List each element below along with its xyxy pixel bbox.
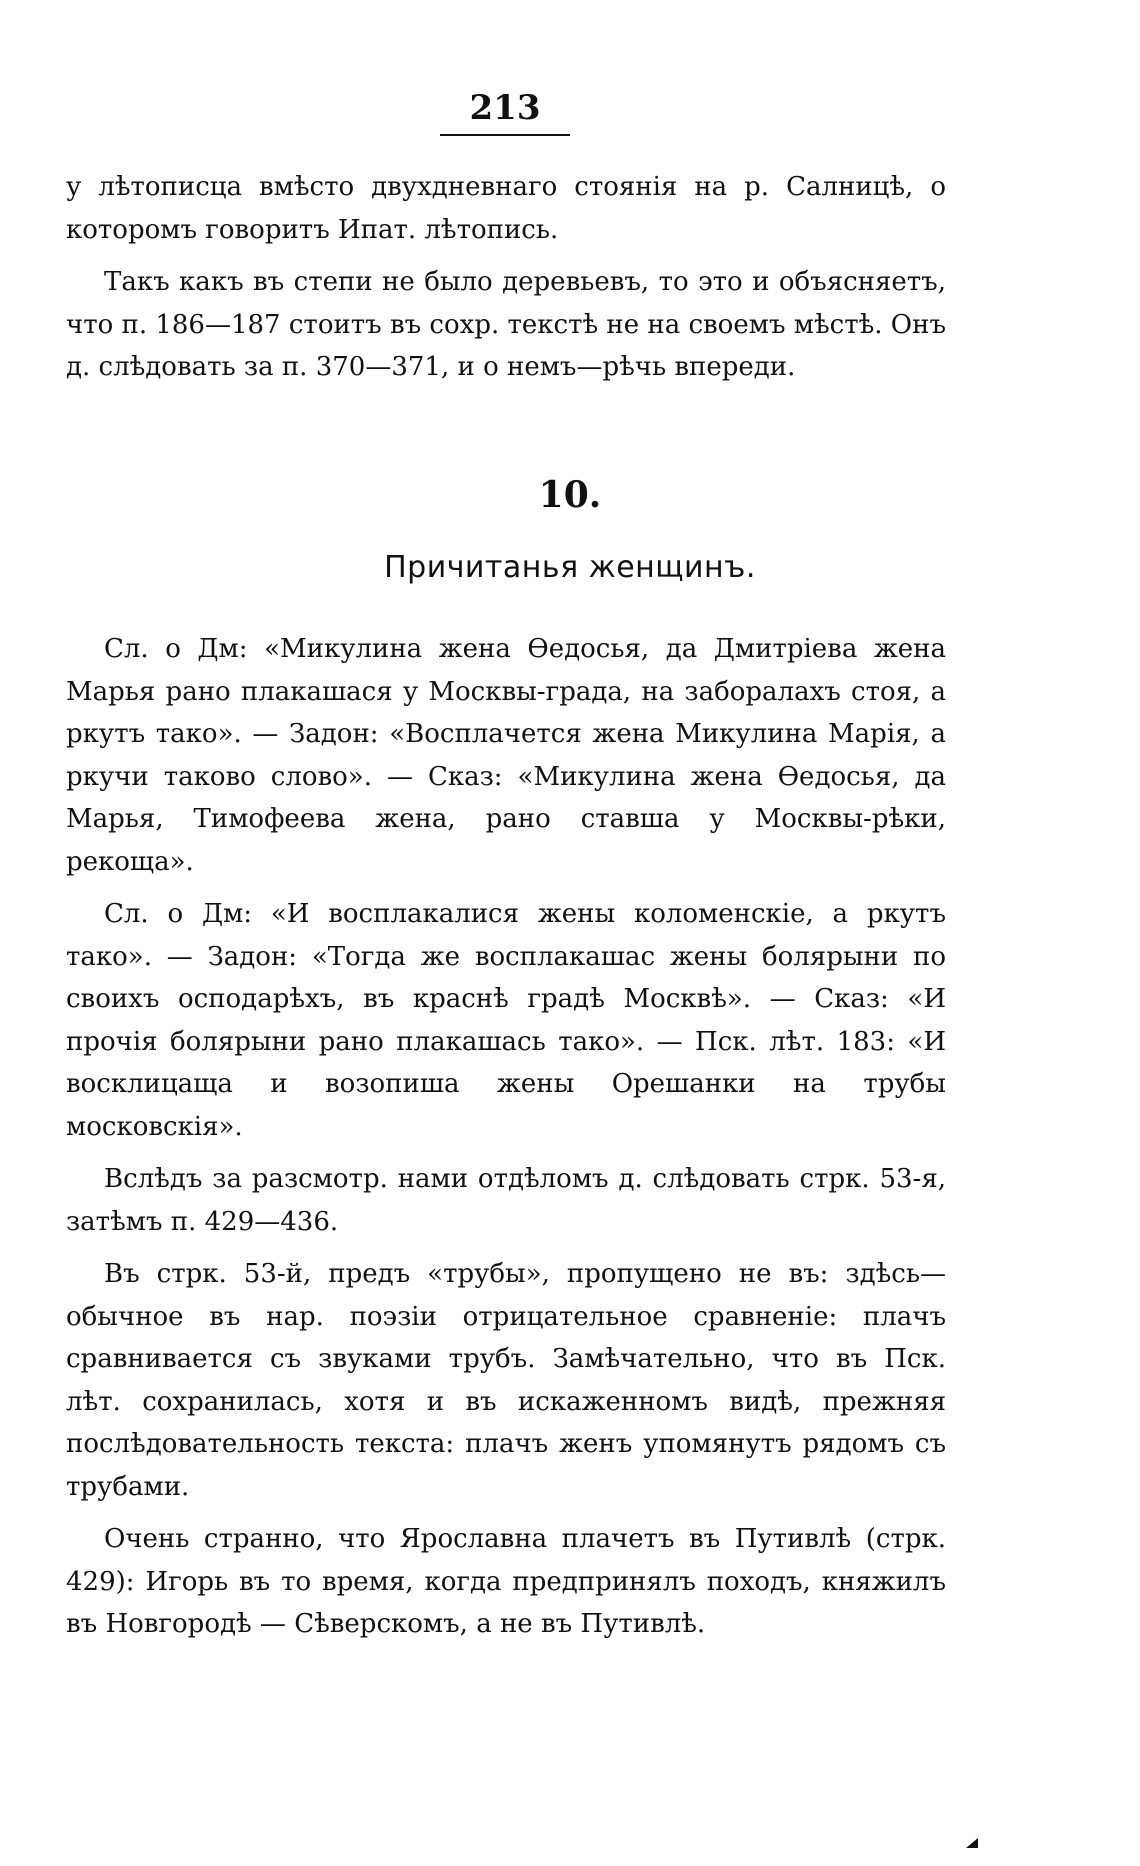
page-number: 213 <box>440 88 570 136</box>
paragraph: Сл. о Дм: «И восплакалися жены коломенскіе, а ркутъ тако». — Задон: «Тогда же восплакашас жены болярыни по своихъ осподарѣхъ, въ краснѣ градѣ Москвѣ». — Сказ: «И прочія болярыни рано плакашась тако». — Пск. лѣт. 183: «И восклицаща и возопиша жены Орешанки на трубы московскія». <box>66 899 946 1142</box>
paragraph: Очень странно, что Ярославна плачетъ въ Путивлѣ (стрк. 429): Игорь въ то время, когда предпринялъ походъ, княжилъ въ Новгородѣ — Сѣверскомъ, а не въ Путивлѣ. <box>66 1524 946 1639</box>
paragraph: у лѣтописца вмѣсто двухдневнаго стоянія на р. Салницѣ, о которомъ говоритъ Ипат. лѣтопись. <box>66 172 946 245</box>
paragraph: Вслѣдъ за разсмотр. нами отдѣломъ д. слѣдовать стрк. 53-я, затѣмъ п. 429—436. <box>66 1164 946 1237</box>
section-title: Причитанья женщинъ. <box>384 550 756 585</box>
paragraph: Въ стрк. 53-й, предъ «трубы», пропущено не въ: здѣсь—обычное въ нар. поэзіи отрицательное сравненіе: плачъ сравнивается съ звуками трубъ. Замѣчательно, что въ Пск. лѣт. сохранилась, хотя и въ искаженномъ видѣ, прежняя послѣдовательность текста: плачъ женъ упомянутъ рядомъ съ трубами. <box>66 1259 946 1502</box>
paragraph: Такъ какъ въ степи не было деревьевъ, то это и объясняетъ, что п. 186—187 стоитъ въ сохр. текстѣ не на своемъ мѣстѣ. Онъ д. слѣдовать за п. 370—371, и о немъ—рѣчь впереди. <box>66 267 946 382</box>
main-text-block <box>66 628 946 1646</box>
top-text-block <box>66 166 946 389</box>
section-number: 10. <box>538 474 602 516</box>
paragraph: Сл. о Дм: «Микулина жена Ѳедосья, да Дмитріева жена Марья рано плакашася у Москвы-града, на заборалахъ стоя, а ркутъ тако». — Задон: «Восплачется жена Микулина Марія, а ркучи таково слово». — Сказ: «Микулина жена Ѳедосья, да Марья, Тимофеева жена, рано ставша у Москвы-рѣки, рекоща». <box>66 634 946 877</box>
printer-mark <box>966 1838 978 1848</box>
